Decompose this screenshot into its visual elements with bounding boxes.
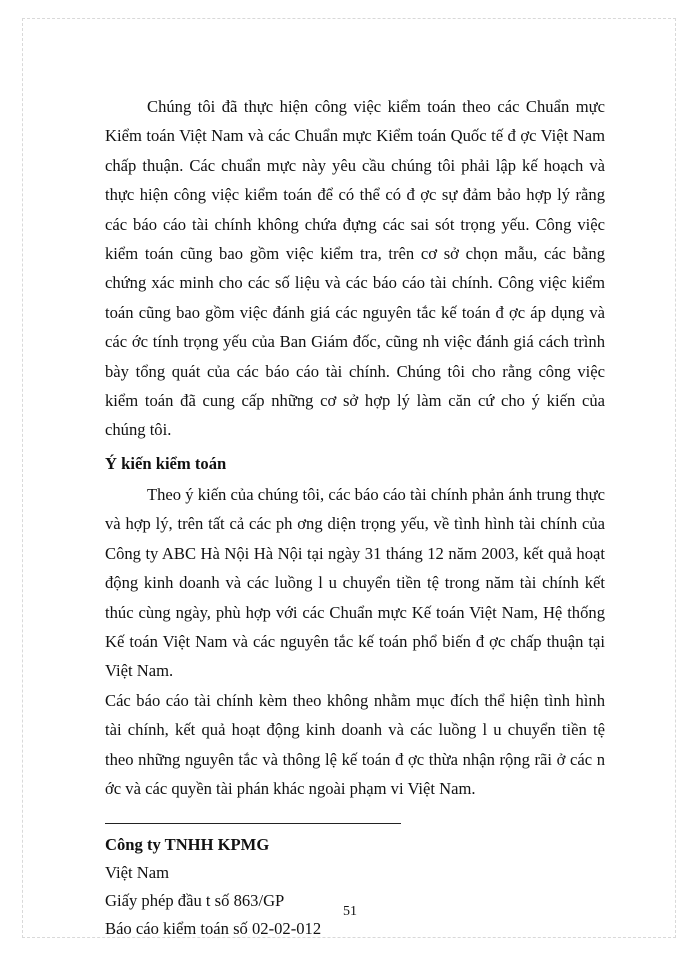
page-number: 51 (343, 904, 357, 919)
signature-country: Việt Nam (105, 863, 169, 883)
section-heading: Ý kiến kiểm toán (105, 453, 227, 473)
signature-license: Giấy phép đầu t số 863/GP (105, 891, 285, 911)
signature-company: Công ty TNHH KPMG (105, 835, 270, 855)
document-body (105, 92, 605, 943)
audit-opinion-paragraph: Theo ý kiến của chúng tôi, các báo cáo tài chính phản ánh trung thực và hợp lý, trên tất cả các ph ơng diện trọng yếu, về tình hình tài chính của Công ty ABC Hà Nội Hà Nội tại ngày 31 tháng 12 năm 2003, kết quả hoạt động kinh doanh và các luồng l u chuyển tiền tệ trong năm tài chính kết thúc cùng ngày, phù hợp với các Chuẩn mực Kế toán Việt Nam, Hệ thống Kế toán Việt Nam và các nguyên tắc kế toán phổ biến đ ợc chấp thuận tại Việt Nam. (105, 484, 605, 681)
disclaimer-paragraph: Các báo cáo tài chính kèm theo không nhằm mục đích thể hiện tình hình tài chính, kết quả hoạt động kinh doanh và các luồng l u chuyển tiền tệ theo những nguyên tắc và thông lệ kế toán đ ợc thừa nhận rộng rãi ở các n ớc và các quyền tài phán khác ngoài phạm vi Việt Nam. (105, 690, 605, 798)
signature-divider (105, 823, 401, 824)
signature-report-number: Báo cáo kiểm toán số 02-02-012 (105, 919, 322, 939)
audit-scope-paragraph: Chúng tôi đã thực hiện công việc kiểm toán theo các Chuẩn mực Kiểm toán Việt Nam và các Chuẩn mực Kiểm toán Quốc tế đ ợc Việt Nam chấp thuận. Các chuẩn mực này yêu cầu chúng tôi phải lập kế hoạch và thực hiện công việc kiểm toán để có thể có đ ợc sự đảm bảo hợp lý rằng các báo cáo tài chính không chứa đựng các sai sót trọng yếu. Công việc kiểm toán cũng bao gồm việc kiểm tra, trên cơ sở chọn mẫu, các bằng chứng xác minh cho các số liệu và các báo cáo tài chính. Công việc kiểm toán cũng bao gồm việc đánh giá các nguyên tắc kế toán đ ợc áp dụng và các ớc tính trọng yếu của Ban Giám đốc, cũng nh việc đánh giá cách trình bày tổng quát của các báo cáo tài chính. Chúng tôi cho rằng công việc kiểm toán đã cung cấp những cơ sở hợp lý làm căn cứ cho ý kiến của chúng tôi. (105, 97, 605, 440)
